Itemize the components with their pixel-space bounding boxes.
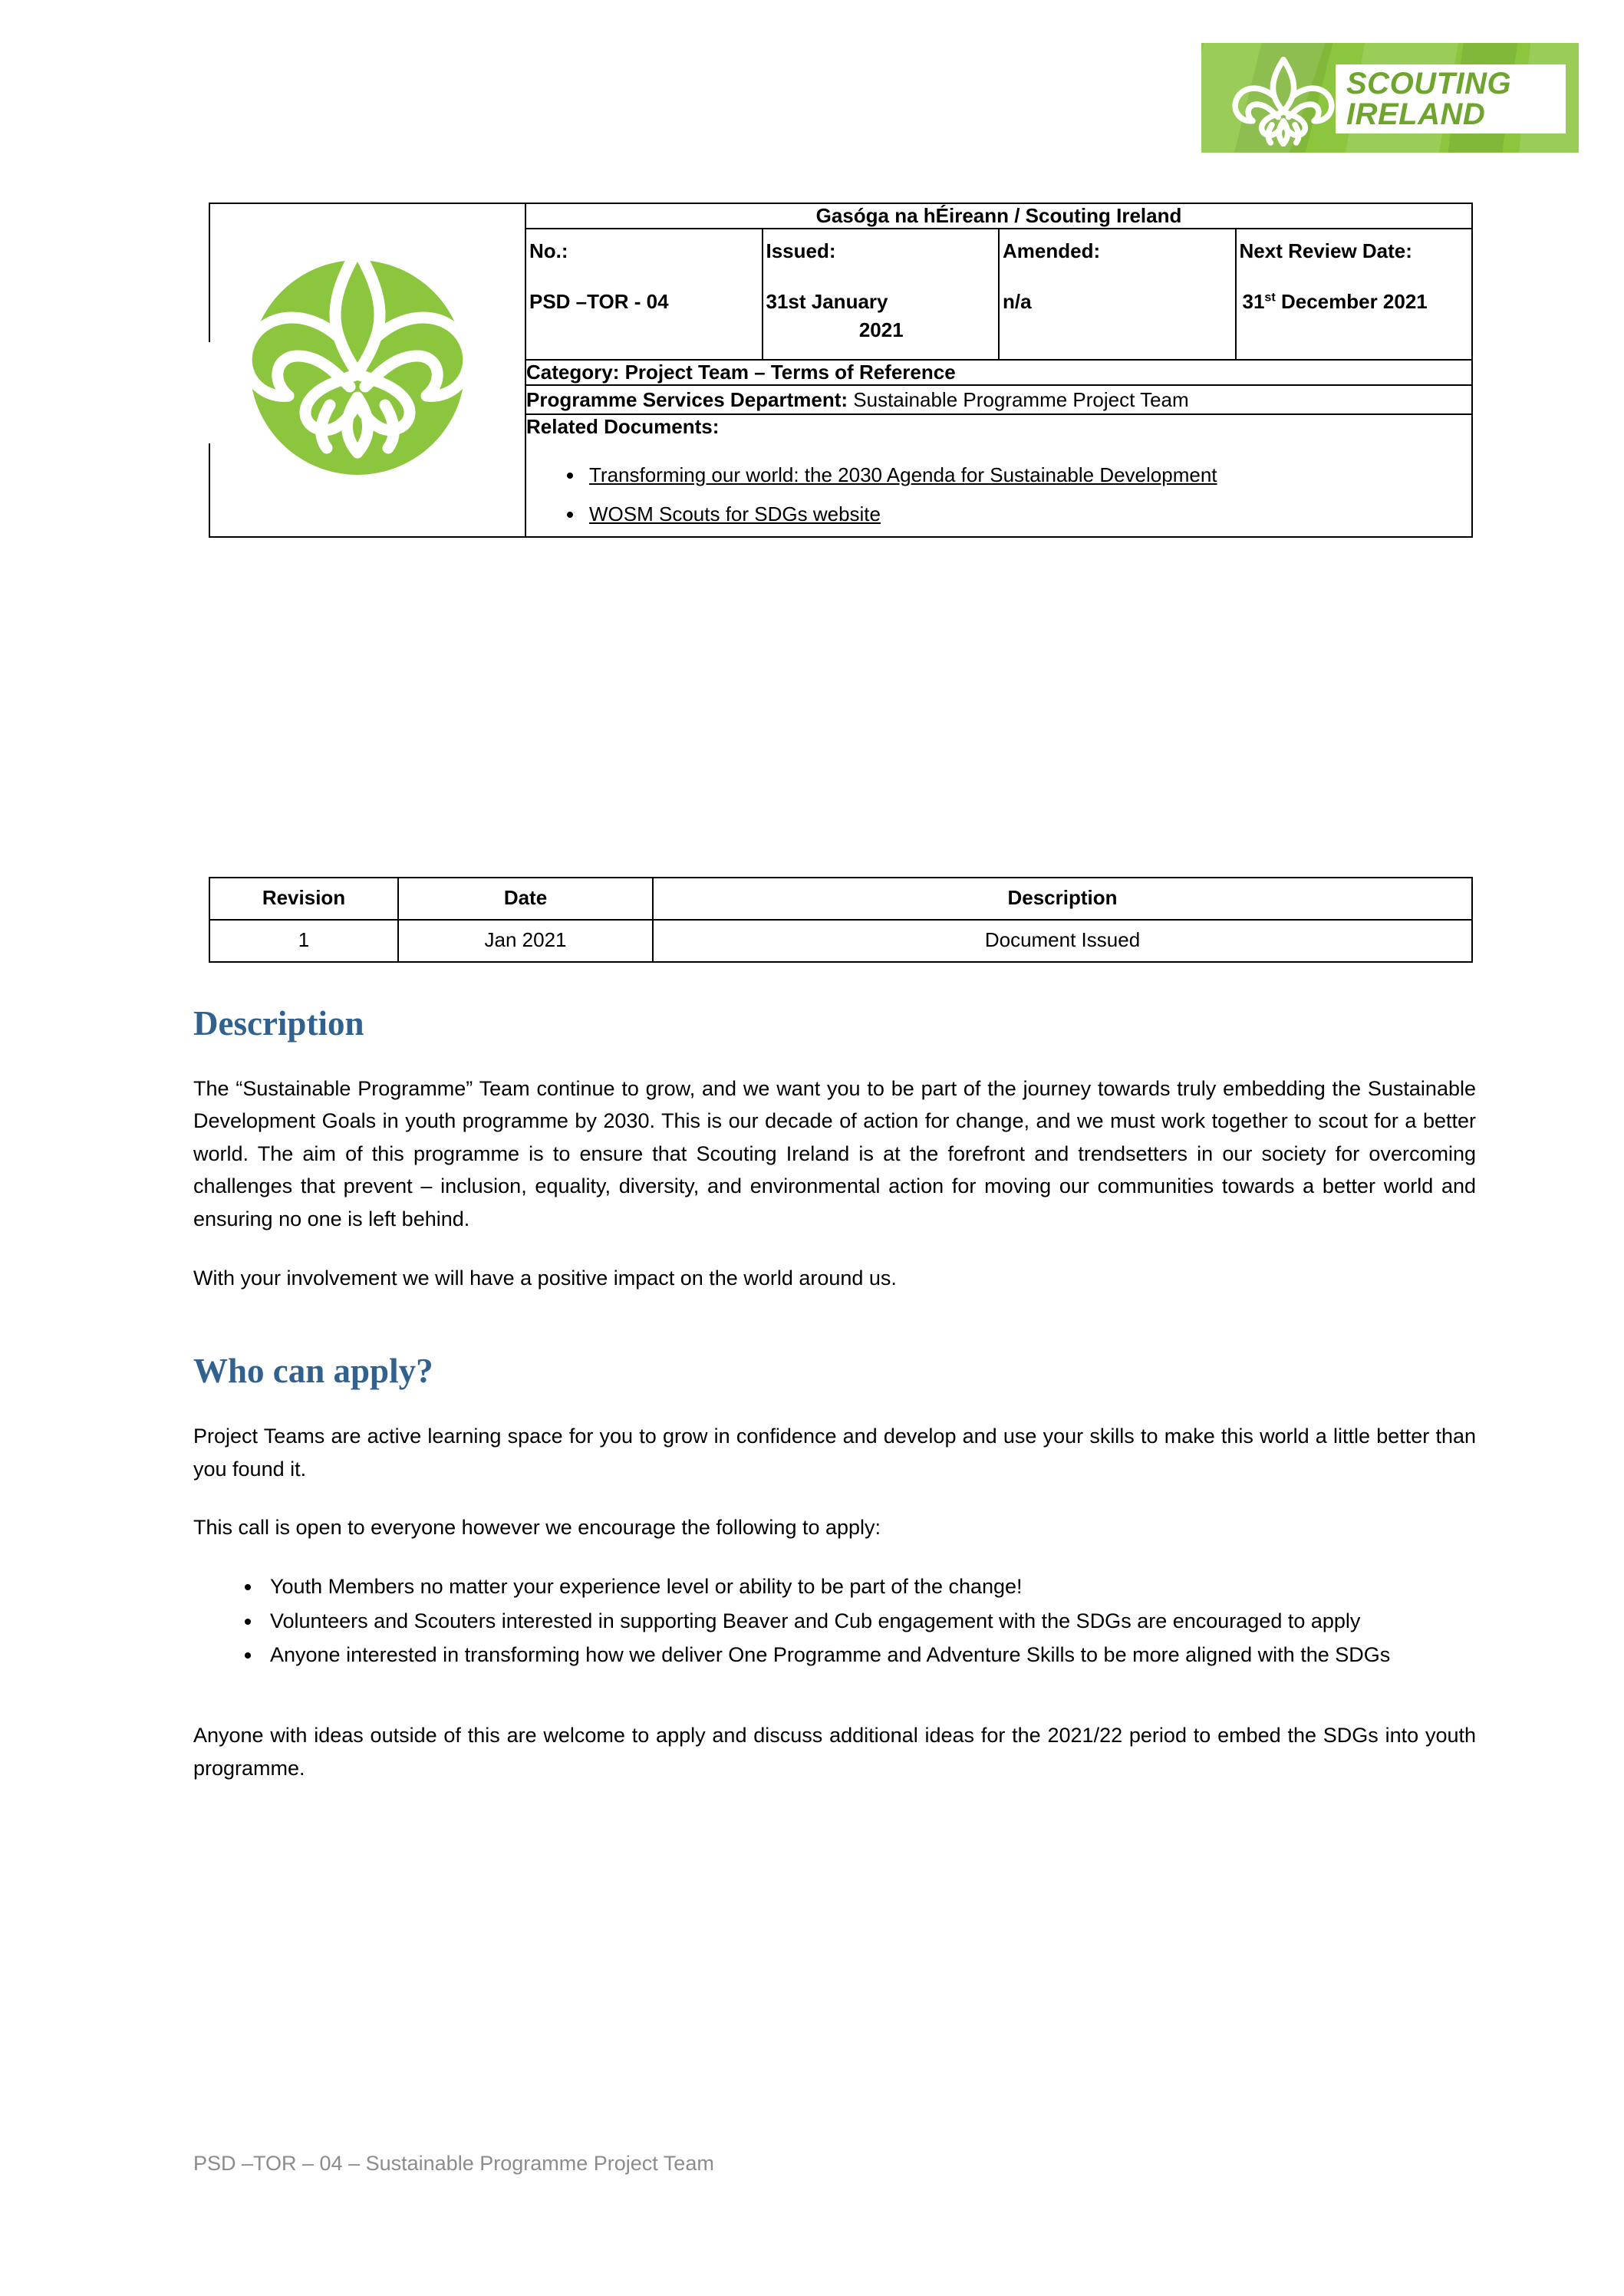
related-documents-label: Related Documents:: [526, 415, 720, 439]
value-no: PSD –TOR - 04: [529, 289, 669, 313]
category-row: Category: Project Team – Terms of Reference: [525, 360, 1472, 385]
department-row: [525, 385, 1472, 414]
cell-date: Jan 2021: [398, 920, 653, 962]
column-header-date: Date: [398, 878, 653, 920]
department-label: Programme Services Department:: [526, 388, 848, 412]
scouting-ireland-banner-logo: [1201, 43, 1579, 153]
related-document-link[interactable]: WOSM Scouts for SDGs website: [589, 502, 881, 525]
list-item: • Volunteers and Scouters interested in supporting Beaver and Cub engagement with the SDGs are encouraged to apply: [262, 1605, 1476, 1638]
spacer: [193, 1695, 1476, 1719]
table-header-row: [209, 878, 1472, 920]
document-body: [193, 1005, 1476, 1784]
scouting-ireland-wordmark: [1336, 64, 1566, 133]
document-header-table: [209, 203, 1473, 538]
cell-description: Document Issued: [653, 920, 1472, 962]
next-review-ordinal-suffix: st: [1264, 290, 1276, 305]
label-amended: Amended:: [1003, 239, 1101, 262]
who-paragraph-1: Project Teams are active learning space for you to grow in confidence and develop and use your skills to make this world a little better than you found it.: [193, 1424, 1476, 1481]
description-paragraph-1: The “Sustainable Programme” Team continue to grow, and we want you to be part of the journey towards truly embedding the Sustainable Development Goals in youth programme by 2030. This is our decade of action for change, and we must work together to scout for a better world. The aim of this programme is to ensure that Scouting Ireland is at the forefront and trendsetters in our society for overcoming challenges that prevent – inclusion, equality, diversity, and environmental action for moving our communities towards a better world and ensuring no one is left behind.: [193, 1076, 1476, 1231]
organisation-title: Gasóga na hÉireann / Scouting Ireland: [525, 203, 1472, 229]
heading-who-can-apply: Who can apply?: [193, 1352, 433, 1391]
list-item: [585, 459, 1471, 491]
field-next-review-cell: [1236, 229, 1473, 360]
cell-revision: 1: [209, 920, 398, 962]
table-row: [209, 920, 1472, 962]
wordmark-line-2: IRELAND: [1346, 97, 1486, 131]
closing-paragraph: Anyone with ideas outside of this are welcome to apply and discuss additional ideas for the 2021/22 period to embed the SDGs into youth programme.: [193, 1723, 1476, 1780]
value-issued-line1: 31st January: [766, 289, 888, 313]
who-can-apply-list: [193, 1570, 1476, 1672]
next-review-suffix: December 2021: [1275, 289, 1428, 313]
field-issued-cell: [763, 229, 1000, 360]
department-value: Sustainable Programme Project Team: [848, 388, 1189, 412]
related-documents-row: [525, 414, 1472, 536]
list-item: [585, 498, 1471, 530]
list-item: • Anyone interested in transforming how we deliver One Programme and Adventure Skills to be more aligned with the SDGs: [262, 1639, 1476, 1672]
page-footer: PSD –TOR – 04 – Sustainable Programme Project Team: [193, 2152, 714, 2175]
description-paragraph-2: With your involvement we will have a positive impact on the world around us.: [193, 1266, 897, 1290]
value-amended: n/a: [1003, 289, 1032, 313]
revision-history-table: [209, 877, 1473, 963]
value-next-review: [1237, 266, 1472, 331]
column-header-description: Description: [653, 878, 1472, 920]
related-documents-list: [526, 459, 1471, 529]
wordmark-line-1: SCOUTING: [1346, 67, 1512, 100]
fleur-de-lis-icon: [1218, 51, 1349, 147]
value-issued-line2: 2021: [858, 318, 904, 342]
list-item: • Youth Members no matter your experience level or ability to be part of the change!: [262, 1570, 1476, 1603]
related-document-link[interactable]: Transforming our world: the 2030 Agenda for Sustainable Development: [589, 463, 1217, 487]
next-review-prefix: 31: [1242, 289, 1265, 313]
who-paragraph-2: This call is open to everyone however we encourage the following to apply:: [193, 1516, 881, 1540]
border-gap: [207, 342, 211, 443]
field-amended-cell: [999, 229, 1236, 360]
heading-description: Description: [193, 1004, 364, 1043]
column-header-revision: Revision: [209, 878, 398, 920]
label-no: No.:: [529, 239, 568, 262]
label-issued: Issued:: [766, 239, 836, 262]
scouting-ireland-circular-logo-icon: [227, 233, 488, 486]
header-logo-cell: [209, 203, 525, 537]
label-next-review: Next Review Date:: [1239, 239, 1412, 262]
field-no-cell: [525, 229, 763, 360]
